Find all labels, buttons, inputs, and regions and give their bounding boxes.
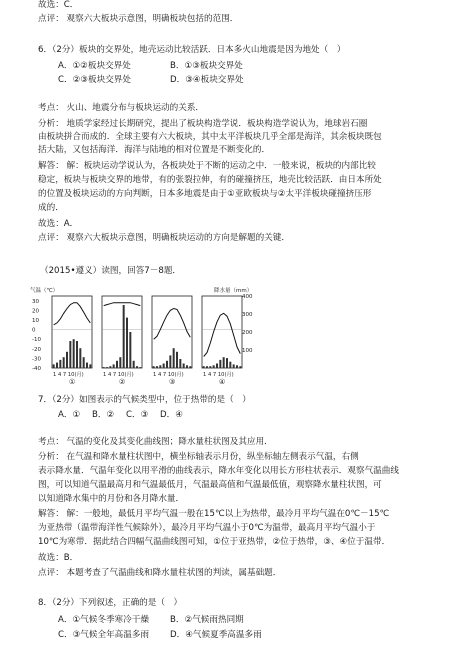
answer-line: 故选：C．	[38, 0, 79, 10]
temp-tick-label: 0	[32, 327, 36, 334]
precip-bar	[56, 363, 58, 368]
precip-bar	[53, 364, 55, 368]
precip-bar	[126, 318, 128, 368]
climate-charts-svg	[30, 284, 262, 392]
q7-jieda-2: 为亚热带（温带海洋性气候除外），最冷月平均气温小于0℃为温带，最高月平均气温小于	[38, 523, 376, 533]
q7-kaodian: 考点： 气温的变化及其变化曲线图；降水量柱状图及其应用．	[38, 437, 273, 447]
precip-bar	[86, 363, 88, 368]
climate-charts	[30, 284, 262, 392]
precip-bar	[233, 364, 235, 368]
precip-tick-label: 400	[242, 294, 253, 300]
precip-bar	[133, 361, 135, 368]
q6-kaodian: 考点： 火山、地震分布与板块运动的关系．	[38, 103, 205, 113]
month-tick-label: 1 4 7 10(月)	[203, 372, 234, 378]
precip-bar	[89, 364, 91, 368]
q8-option-d: D．④气候夏季高温多雨	[170, 630, 262, 640]
comment-line: 点评： 观察六大板块示意图，明确板块包括的范围．	[38, 14, 239, 24]
precip-bar	[216, 364, 218, 369]
precip-bar	[239, 366, 241, 368]
chart-panel-frame	[102, 296, 142, 368]
q8-option-b: B．②气候雨热同期	[170, 615, 244, 625]
precip-bar	[206, 366, 208, 368]
precip-bar	[229, 362, 231, 368]
q6-jieda-4: 成的．	[38, 203, 64, 213]
precip-bar	[156, 366, 158, 368]
q7-jieda-1: 解答： 解：一般地，最低月平均气温一般在15℃以上为热带，最冷月平均气温在0℃－15℃	[38, 509, 390, 519]
q7-option-d: D．④	[160, 410, 183, 420]
q6-fenxi-3: 括大陆，又包括海洋．海洋与陆地的相对位置是不断变化的．	[38, 145, 271, 155]
precip-bar	[139, 367, 141, 368]
precip-bar	[109, 366, 111, 368]
q7-answer: 故选：B．	[38, 553, 79, 563]
panel-label: ④	[219, 378, 226, 386]
temp-tick-label: -30	[32, 356, 41, 363]
chart-panel-frame	[202, 296, 242, 368]
q7-option-a: A．①	[58, 410, 81, 420]
precip-bar	[226, 358, 228, 368]
q7-comment: 点评： 本题考查了气温曲线和降水量柱状图的判读，属基础题．	[38, 568, 282, 578]
q7-fenxi-1: 分析： 在气温和降水量柱状图中，横坐标轴表示月份，纵坐标轴左侧表示气温，右侧	[38, 452, 359, 462]
precip-bar	[116, 361, 118, 368]
temp-tick-label: -40	[32, 366, 41, 372]
chart-panel-frame	[152, 296, 192, 368]
q6-option-c: C．②③板块交界处	[58, 75, 131, 85]
precip-bar	[163, 364, 165, 369]
precip-tick-label: 200	[242, 330, 253, 336]
question-8-stem: 8．（2分）下列叙述，正确的是（ ）	[38, 598, 183, 608]
chart-panel-frame	[52, 296, 92, 368]
precip-bar	[119, 357, 121, 368]
precip-bar	[169, 355, 171, 368]
precip-bar	[166, 361, 168, 368]
temp-tick-label: 30	[32, 298, 39, 305]
q6-option-d: D．③④板块交界处	[170, 75, 244, 85]
precip-bar	[189, 366, 191, 368]
precip-bar	[83, 357, 85, 368]
precip-bar	[63, 357, 65, 368]
precip-bar	[223, 357, 225, 368]
q8-option-a: A．①气候冬季寒冷干燥	[58, 615, 149, 625]
panel-label: ③	[169, 378, 176, 386]
precip-bar	[209, 366, 211, 368]
temp-tick-label: -20	[32, 346, 41, 353]
precip-bar	[106, 367, 108, 368]
month-tick-label: 1 4 7 10(月)	[53, 372, 84, 378]
precip-bar	[173, 348, 175, 368]
q6-jieda-3: 的位置及板块运动的方向判断，日本多地震是由于①亚欧板块与②太平洋板块碰撞挤压形	[38, 189, 372, 199]
q6-comment: 点评： 观察六大板块示意图，明确板块运动的方向是解题的关键．	[38, 233, 290, 243]
precip-bar	[183, 364, 185, 369]
q6-jieda-2: 稳定，板块与板块交界的地带，有的张裂拉伸，有的碰撞挤压，地壳比较活跃．由日本所处	[38, 175, 382, 185]
q7-fenxi-3: 图，可以知道气温最高月和气温最低月，气温最高值和气温最低值，观察降水量柱状图，可	[38, 480, 382, 490]
panel-label: ①	[69, 378, 76, 386]
precip-bar	[79, 348, 81, 368]
precip-bar	[129, 332, 131, 368]
precip-bar	[103, 367, 105, 368]
precip-bar	[123, 305, 125, 368]
q6-jieda-1: 解答： 解：板块运动学说认为，各板块处于不断的运动之中．一般来说，板块的内部比较	[38, 161, 376, 171]
precip-axis-label: 降水量（mm）	[214, 288, 253, 294]
precip-bar	[159, 365, 161, 368]
precip-bar	[179, 359, 181, 368]
q8-option-c: C．③气候全年高温多雨	[58, 630, 150, 640]
month-tick-label: 1 4 7 10(月)	[153, 372, 184, 378]
precip-bar	[76, 341, 78, 368]
question-6-stem: 6．（2分）板块的交界处，地壳运动比较活跃．日本多火山地震是因为地处（ ）	[38, 45, 346, 55]
precip-bar	[113, 364, 115, 368]
q6-option-a: A．①②板块交界处	[58, 61, 131, 71]
question-7-stem: 7．（2分）如图表示的气候类型中，位于热带的是（ ）	[38, 395, 251, 405]
precip-bar	[236, 365, 238, 368]
precip-bar	[176, 352, 178, 368]
month-tick-label: 1 4 7 10(月)	[103, 372, 134, 378]
precip-bar	[69, 341, 71, 368]
q6-fenxi-2: 由板块拼合而成的．全球主要有六大板块，其中太平洋板块几乎全部是海洋，其余板块既包	[38, 132, 382, 142]
temp-tick-label: 10	[32, 318, 39, 324]
panel-label: ②	[119, 378, 126, 386]
temp-tick-label: -10	[32, 337, 41, 344]
intro-line: （2015•遵义）读图，回答7－8题．	[40, 266, 182, 276]
precip-bar	[136, 366, 138, 368]
precip-bar	[153, 366, 155, 368]
precip-bar	[186, 365, 188, 368]
q6-fenxi-1: 分析： 地质学家经过长期研究，提出了板块构造学说．板块构造学说认为，地球岩石圈	[38, 119, 368, 129]
precip-bar	[73, 339, 75, 368]
q7-jieda-3: 10℃为寒带．据此结合四幅气温曲线图可知，①位于亚热带，②位于热带，③、④位于温带．	[38, 537, 391, 547]
precip-tick-label: 100	[242, 348, 253, 354]
q7-option-b: B．②	[92, 410, 115, 420]
temp-axis-label: 气温（℃）	[30, 288, 59, 294]
precip-bar	[66, 352, 68, 368]
precip-bar	[203, 366, 205, 368]
q7-fenxi-4: 以知道降水集中的月份和各月降水量．	[38, 494, 185, 504]
q6-answer: 故选：A．	[38, 219, 79, 229]
precip-bar	[59, 360, 61, 368]
precip-bar	[219, 360, 221, 368]
precip-bar	[213, 365, 215, 368]
q6-option-b: B．①③板块交界处	[170, 61, 243, 71]
precip-tick-label: 300	[242, 312, 253, 318]
q7-option-c: C．③	[126, 410, 149, 420]
q7-fenxi-2: 表示降水量．气温年变化以用平滑的曲线表示，降水年变化以用长方形柱状表示．观察气温曲线	[38, 466, 399, 476]
temp-tick-label: 20	[32, 308, 39, 315]
